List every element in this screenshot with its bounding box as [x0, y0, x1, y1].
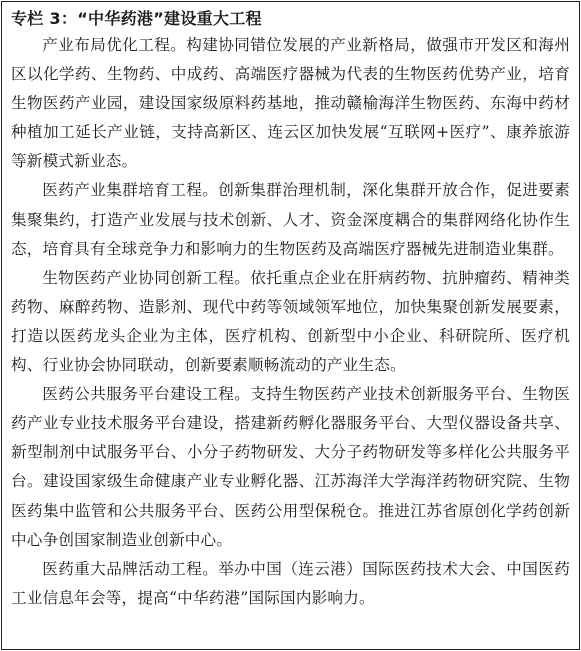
- paragraph-collaborative-innovation: 生物医药产业协同创新工程。依托重点企业在肝病药物、抗肿瘤药、精神类药物、麻醉药物、造影剂、现代中药等领域领军地位，加快集聚创新发展要素，打造以医药龙头企业为主体，医疗机构、创新型中小企业、科研院所、医疗机构、行业协会协同联动，创新要素顺畅流动的产业生态。: [11, 268, 570, 375]
- paragraph-industry-cluster: 医药产业集群培育工程。创新集群治理机制，深化集群开放合作，促进要素集聚集约，打造产业发展与技术创新、人才、资金深度耦合的集群网络化协作生态，培育具有全球竞争力和影响力的生物医药及高端医疗器械先进制造业集群。: [11, 181, 570, 258]
- paragraph-brand-activities: 医药重大品牌活动工程。举办中国（连云港）国际医药技术大会、中国医药工业信息年会等，提高“中华药港”国际国内影响力。: [11, 559, 570, 607]
- paragraph-public-service-platform: 医药公共服务平台建设工程。支持生物医药产业技术创新服务平台、生物医药产业专业技术服务平台建设，搭建新药孵化器服务平台、大型仪器设备共享、新型制剂中试服务平台、小分子药物研发、大分子药物研发等多样化公共服务平台。建设国家级生命健康产业专业孵化器、江苏海洋大学海洋药物研究院、生物医药集中监管和公共服务平台、医药公用型保税仓。推进江苏省原创化学药创新中心争创国家制造业创新中心。: [11, 385, 570, 549]
- feature-box: [1, 1, 580, 650]
- paragraph-industry-layout: 产业布局优化工程。构建协同错位发展的产业新格局，做强市开发区和海州区以化学药、生物药、中成药、高端医疗器械为代表的生物医药优势产业，培育生物医药产业园，建设国家级原料药基地，推动赣榆海洋生物医药、东海中药材种植加工延长产业链，支持高新区、连云区加快发展“互联网+医疗”、康养旅游等新模式新业态。: [11, 36, 570, 171]
- box-title: 专栏 3：“中华药港”建设重大工程: [11, 9, 262, 28]
